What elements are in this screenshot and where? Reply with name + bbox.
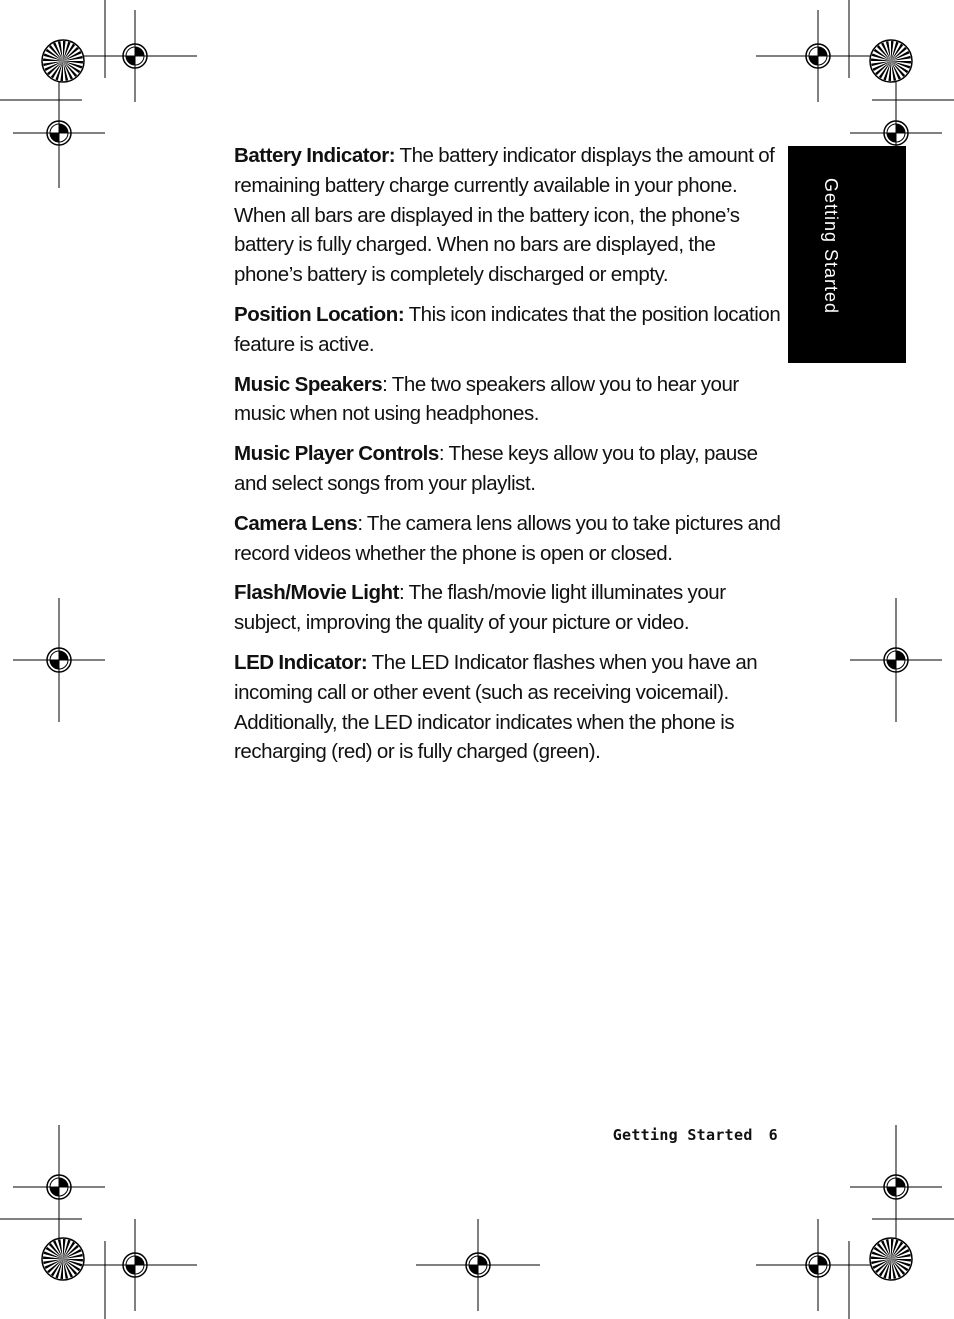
manual-body	[234, 141, 782, 777]
entry-flash-movie-light	[234, 578, 782, 638]
registration-target-icon	[850, 598, 942, 722]
registration-target-icon	[13, 78, 105, 188]
color-star-target-icon	[870, 40, 912, 82]
entry-description: The battery indicator displays the amount of remaining battery charge currently available in your phone. When all bars are displayed in the battery icon, the phone’s battery is fully charged. When no bars are displayed, the phone’s battery is completely discharged or empty.	[234, 144, 775, 287]
registration-target-icon	[416, 1219, 540, 1311]
entry-description: : The two speakers allow you to hear your music when not using headphones.	[234, 372, 739, 426]
entry-term: Music Player Controls	[234, 442, 439, 466]
entry-term: Music Speakers	[234, 372, 383, 396]
footer-page-number: 6	[768, 1126, 778, 1144]
color-star-target-icon	[870, 1238, 912, 1280]
entry-music-speakers	[234, 370, 782, 430]
entry-description: The LED Indicator flashes when you have an incoming call or other event (such as receiving voicemail). Additionally, the LED indicator indicates when the phone is recharging (red) or is fully charged (green).	[234, 650, 758, 764]
entry-description: : The camera lens allows you to take pictures and record videos whether the phone is open or closed.	[234, 511, 781, 565]
entry-description: : The flash/movie light illuminates your subject, improving the quality of your picture or video.	[234, 581, 726, 635]
entry-camera-lens	[234, 509, 782, 569]
entry-term: Camera Lens	[234, 511, 358, 535]
entry-led-indicator	[234, 648, 782, 767]
footer-section-title: Getting Started	[612, 1126, 753, 1144]
color-star-target-icon	[42, 40, 84, 82]
registration-target-icon	[756, 10, 880, 102]
entry-term: LED Indicator:	[234, 650, 368, 674]
entry-term: Position Location:	[234, 302, 405, 326]
registration-target-icon	[73, 1219, 197, 1311]
entry-description: : These keys allow you to play, pause and select songs from your playlist.	[234, 442, 758, 495]
section-tab	[788, 146, 906, 363]
entry-battery-indicator	[234, 141, 782, 290]
page-footer	[613, 1126, 778, 1144]
entry-description: This icon indicates that the position location feature is active.	[234, 302, 781, 356]
color-star-target-icon	[42, 1238, 84, 1280]
registration-target-icon	[756, 1219, 880, 1311]
registration-target-icon	[73, 10, 197, 102]
entry-music-player-controls	[234, 439, 782, 499]
registration-target-icon	[13, 1125, 105, 1249]
entry-position-location	[234, 300, 782, 360]
section-tab-label: Getting Started	[821, 178, 841, 315]
entry-term: Battery Indicator:	[234, 144, 396, 167]
entry-term: Flash/Movie Light	[234, 581, 399, 605]
registration-target-icon	[13, 598, 105, 722]
registration-target-icon	[850, 1125, 942, 1249]
